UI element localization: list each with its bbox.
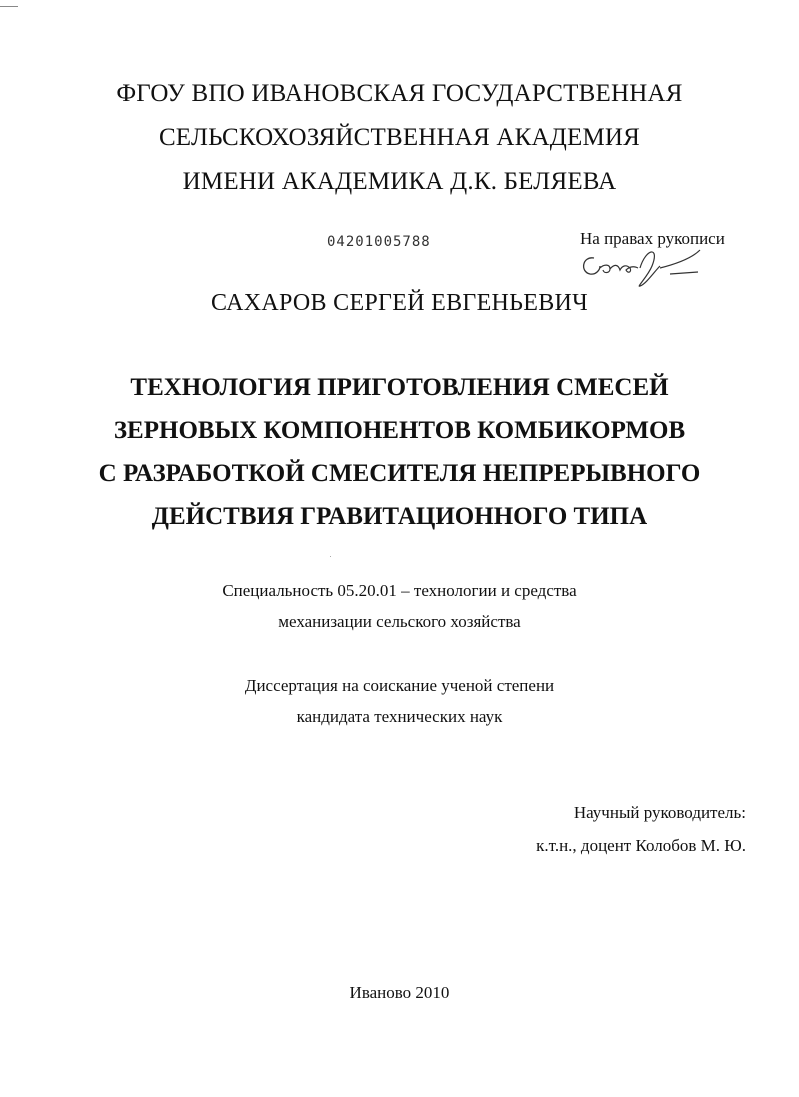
scan-corner-mark <box>0 6 18 7</box>
specialty-line-1: Специальность 05.20.01 – технологии и средства <box>222 581 577 600</box>
supervisor-block <box>536 796 746 862</box>
title-line-3: С РАЗРАБОТКОЙ СМЕСИТЕЛЯ НЕПРЕРЫВНОГО <box>98 460 701 487</box>
author-name: САХАРОВ СЕРГЕЙ ЕВГЕНЬЕВИЧ <box>210 290 589 316</box>
institution-name <box>0 72 799 204</box>
supervisor-name: к.т.н., доцент Колобов М. Ю. <box>536 836 746 855</box>
archive-number: 04201005788 <box>327 234 431 250</box>
degree-line-1: Диссертация на соискание ученой степени <box>244 676 555 695</box>
city-year: Иваново 2010 <box>349 983 450 1002</box>
supervisor-label: Научный руководитель: <box>573 803 746 822</box>
institution-line-3: ИМЕНИ АКАДЕМИКА Д.К. БЕЛЯЕВА <box>182 168 617 195</box>
scan-speck <box>330 556 331 557</box>
handwritten-signature <box>576 244 706 292</box>
specialty-line-2: механизации сельского хозяйства <box>278 612 521 631</box>
dissertation-title <box>0 366 799 538</box>
specialty <box>0 575 799 637</box>
title-line-2: ЗЕРНОВЫХ КОМПОНЕНТОВ КОМБИКОРМОВ <box>113 417 686 444</box>
degree-line-2: кандидата технических наук <box>296 707 503 726</box>
title-line-1: ТЕХНОЛОГИЯ ПРИГОТОВЛЕНИЯ СМЕСЕЙ <box>130 374 669 401</box>
manuscript-rights: На правах рукописи <box>580 229 725 248</box>
title-line-4: ДЕЙСТВИЯ ГРАВИТАЦИОННОГО ТИПА <box>151 503 648 530</box>
institution-line-1: ФГОУ ВПО ИВАНОВСКАЯ ГОСУДАРСТВЕННАЯ <box>116 80 683 107</box>
institution-line-2: СЕЛЬСКОХОЗЯЙСТВЕННАЯ АКАДЕМИЯ <box>158 124 641 151</box>
degree-statement <box>0 670 799 732</box>
